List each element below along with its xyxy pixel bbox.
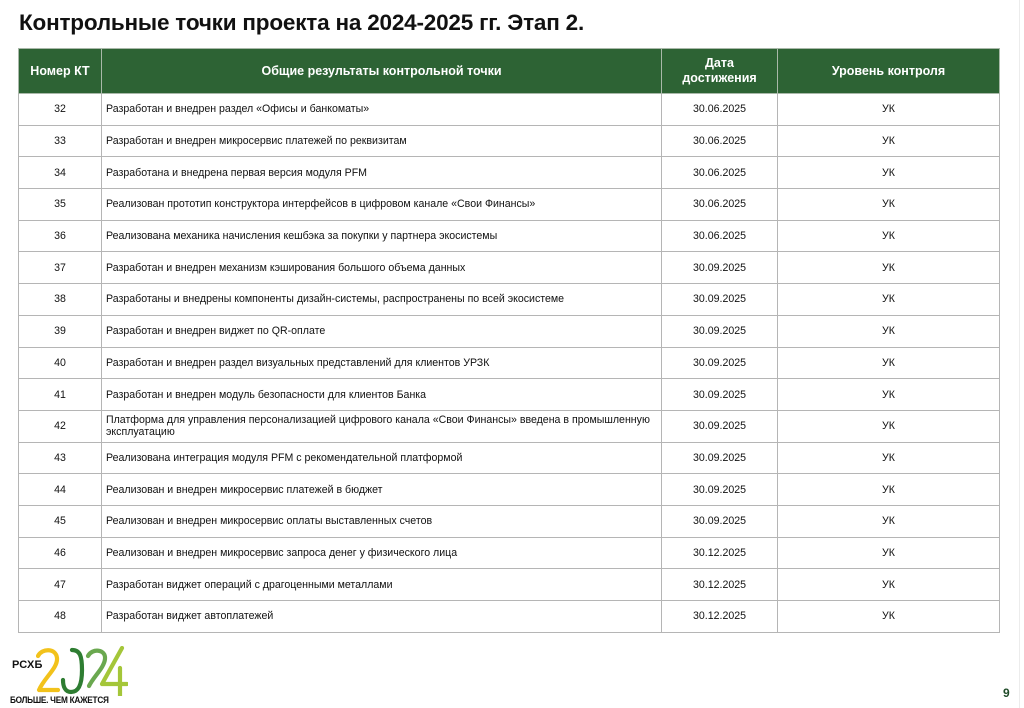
cell-number: 33 <box>19 125 102 157</box>
cell-number: 35 <box>19 189 102 221</box>
cell-number: 42 <box>19 410 102 442</box>
cell-level: УК <box>778 252 1000 284</box>
table-row <box>19 505 1000 537</box>
cell-number: 44 <box>19 474 102 506</box>
cell-level: УК <box>778 537 1000 569</box>
cell-date: 30.09.2025 <box>662 442 778 474</box>
cell-result: Реализован прототип конструктора интерфейсов в цифровом канале «Свои Финансы» <box>102 189 662 221</box>
cell-number: 36 <box>19 220 102 252</box>
cell-date: 30.06.2025 <box>662 125 778 157</box>
cell-result: Разработан виджет операций с драгоценными металлами <box>102 569 662 601</box>
cell-date: 30.06.2025 <box>662 189 778 221</box>
cell-date: 30.09.2025 <box>662 410 778 442</box>
cell-number: 39 <box>19 315 102 347</box>
cell-level: УК <box>778 474 1000 506</box>
logo-brand-text: РСХБ <box>12 659 43 671</box>
cell-date: 30.09.2025 <box>662 315 778 347</box>
table-row <box>19 189 1000 221</box>
cell-number: 34 <box>19 157 102 189</box>
logo-digit-2 <box>38 650 58 690</box>
cell-level: УК <box>778 601 1000 633</box>
cell-date: 30.12.2025 <box>662 537 778 569</box>
cell-result: Разработан и внедрен механизм кэширования большого объема данных <box>102 252 662 284</box>
cell-level: УК <box>778 315 1000 347</box>
cell-result: Реализована механика начисления кешбэка за покупки у партнера экосистемы <box>102 220 662 252</box>
cell-number: 40 <box>19 347 102 379</box>
cell-level: УК <box>778 220 1000 252</box>
cell-result: Реализован и внедрен микросервис запроса денег у физического лица <box>102 537 662 569</box>
cell-date: 30.06.2025 <box>662 220 778 252</box>
cell-date: 30.09.2025 <box>662 284 778 316</box>
page-title: Контрольные точки проекта на 2024-2025 гг. Этап 2. <box>19 10 585 35</box>
cell-date: 30.09.2025 <box>662 474 778 506</box>
cell-date: 30.06.2025 <box>662 94 778 126</box>
column-header-level: Уровень контроля <box>778 49 1000 94</box>
cell-result: Реализован и внедрен микросервис платежей в бюджет <box>102 474 662 506</box>
cell-date: 30.06.2025 <box>662 157 778 189</box>
cell-result: Реализована интеграция модуля PFM с рекомендательной платформой <box>102 442 662 474</box>
cell-result: Разработан и внедрен раздел «Офисы и банкоматы» <box>102 94 662 126</box>
table-row <box>19 601 1000 633</box>
table-row <box>19 284 1000 316</box>
table-body <box>19 94 1000 633</box>
table-row <box>19 157 1000 189</box>
cell-level: УК <box>778 442 1000 474</box>
table-row <box>19 379 1000 411</box>
cell-result: Разработан и внедрен модуль безопасности для клиентов Банка <box>102 379 662 411</box>
cell-level: УК <box>778 94 1000 126</box>
table-header-row <box>19 49 1000 94</box>
table-row <box>19 220 1000 252</box>
table-row <box>19 537 1000 569</box>
cell-result: Разработана и внедрена первая версия модуля PFM <box>102 157 662 189</box>
cell-number: 48 <box>19 601 102 633</box>
page-number: 9 <box>1003 686 1010 700</box>
cell-result: Разработан и внедрен раздел визуальных представлений для клиентов УРЗК <box>102 347 662 379</box>
cell-number: 38 <box>19 284 102 316</box>
table-row <box>19 252 1000 284</box>
cell-number: 43 <box>19 442 102 474</box>
cell-number: 37 <box>19 252 102 284</box>
cell-date: 30.09.2025 <box>662 347 778 379</box>
rshb-2024-logo <box>8 646 130 708</box>
table-row <box>19 125 1000 157</box>
cell-level: УК <box>778 125 1000 157</box>
cell-number: 32 <box>19 94 102 126</box>
cell-level: УК <box>778 347 1000 379</box>
table-row <box>19 347 1000 379</box>
cell-level: УК <box>778 157 1000 189</box>
cell-result: Реализован и внедрен микросервис оплаты выставленных счетов <box>102 505 662 537</box>
cell-date: 30.09.2025 <box>662 252 778 284</box>
table-row <box>19 315 1000 347</box>
cell-date: 30.09.2025 <box>662 505 778 537</box>
cell-level: УК <box>778 505 1000 537</box>
cell-result: Разработан и внедрен виджет по QR-оплате <box>102 315 662 347</box>
table-row <box>19 569 1000 601</box>
table-row <box>19 410 1000 442</box>
logo-digit-0 <box>63 650 82 692</box>
cell-date: 30.09.2025 <box>662 379 778 411</box>
table-row <box>19 474 1000 506</box>
cell-result: Разработан виджет автоплатежей <box>102 601 662 633</box>
column-header-result: Общие результаты контрольной точки <box>102 49 662 94</box>
cell-result: Платформа для управления персонализацией цифрового канала «Свои Финансы» введена в промышленную эксплуатацию <box>102 410 662 442</box>
cell-level: УК <box>778 410 1000 442</box>
milestones-table <box>18 48 1000 633</box>
table-row <box>19 442 1000 474</box>
cell-level: УК <box>778 189 1000 221</box>
cell-number: 46 <box>19 537 102 569</box>
cell-level: УК <box>778 284 1000 316</box>
cell-result: Разработаны и внедрены компоненты дизайн-системы, распространены по всей экосистеме <box>102 284 662 316</box>
cell-level: УК <box>778 569 1000 601</box>
cell-number: 45 <box>19 505 102 537</box>
cell-date: 30.12.2025 <box>662 601 778 633</box>
cell-number: 41 <box>19 379 102 411</box>
cell-date: 30.12.2025 <box>662 569 778 601</box>
cell-number: 47 <box>19 569 102 601</box>
logo-2024-graphic <box>36 646 128 696</box>
logo-slogan: БОЛЬШЕ. ЧЕМ КАЖЕТСЯ <box>10 695 109 706</box>
page-edge-rule <box>1019 0 1020 708</box>
cell-level: УК <box>778 379 1000 411</box>
table-row <box>19 94 1000 126</box>
column-header-number: Номер КТ <box>19 49 102 94</box>
column-header-date: Дата достижения <box>662 49 778 94</box>
cell-result: Разработан и внедрен микросервис платежей по реквизитам <box>102 125 662 157</box>
